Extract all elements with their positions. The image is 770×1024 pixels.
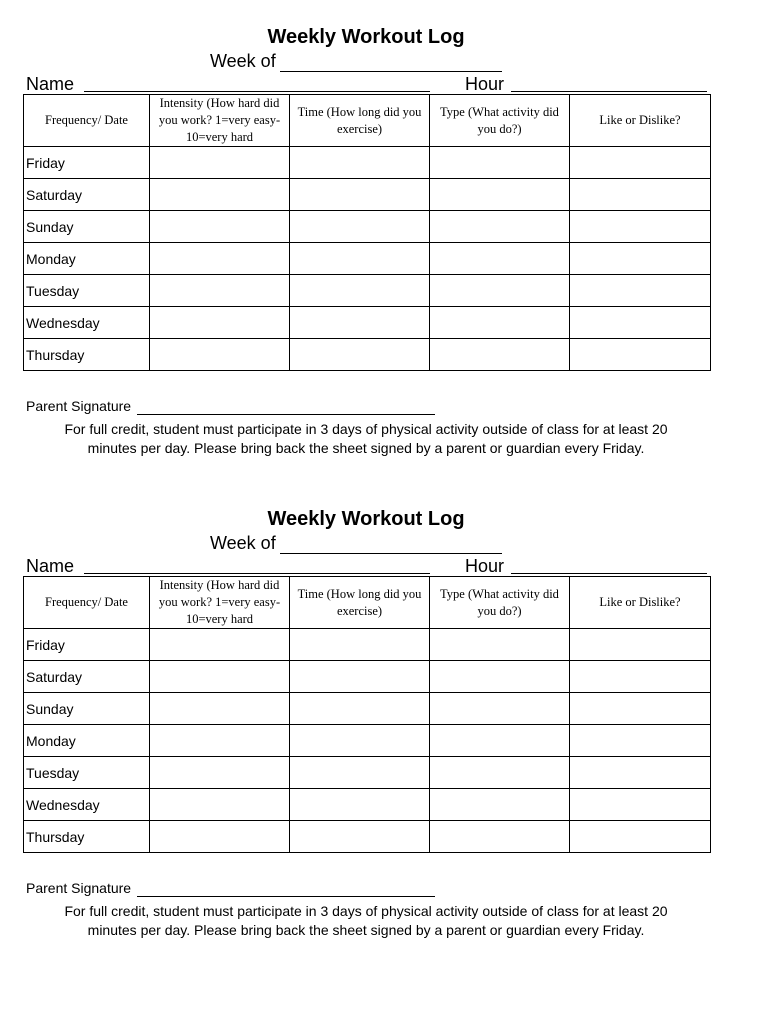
column-header-frequency: Frequency/ Date bbox=[24, 95, 150, 147]
credit-note-line-2: minutes per day. Please bring back the sheet signed by a parent or guardian every Friday. bbox=[87, 922, 645, 938]
table-row bbox=[24, 307, 711, 339]
like-cell[interactable] bbox=[570, 339, 711, 371]
like-cell[interactable] bbox=[570, 243, 711, 275]
parent-signature-field[interactable] bbox=[137, 882, 435, 897]
day-label: Sunday bbox=[24, 693, 150, 725]
time-cell[interactable] bbox=[290, 693, 430, 725]
time-cell[interactable] bbox=[290, 821, 430, 853]
type-cell[interactable] bbox=[430, 243, 570, 275]
column-header-like-dislike: Like or Dislike? bbox=[570, 577, 711, 629]
name-label: Name bbox=[26, 74, 75, 94]
like-cell[interactable] bbox=[570, 725, 711, 757]
time-cell[interactable] bbox=[290, 275, 430, 307]
day-label: Thursday bbox=[24, 339, 150, 371]
day-label: Saturday bbox=[24, 661, 150, 693]
column-header-type: Type (What activity did you do?) bbox=[430, 95, 570, 147]
credit-note bbox=[0, 902, 732, 940]
intensity-cell[interactable] bbox=[150, 307, 290, 339]
credit-note bbox=[0, 420, 732, 458]
day-label: Monday bbox=[24, 243, 150, 275]
credit-note-line-1: For full credit, student must participate in 3 days of physical activity outside of class for at least 20 bbox=[64, 903, 668, 919]
like-cell[interactable] bbox=[570, 757, 711, 789]
week-of-label: Week of bbox=[210, 533, 276, 553]
week-of-label: Week of bbox=[210, 51, 276, 71]
day-label: Thursday bbox=[24, 821, 150, 853]
intensity-cell[interactable] bbox=[150, 821, 290, 853]
log-title: Weekly Workout Log bbox=[267, 508, 465, 530]
time-cell[interactable] bbox=[290, 629, 430, 661]
like-cell[interactable] bbox=[570, 821, 711, 853]
intensity-cell[interactable] bbox=[150, 757, 290, 789]
column-header-frequency: Frequency/ Date bbox=[24, 577, 150, 629]
day-label: Friday bbox=[24, 147, 150, 179]
table-row bbox=[24, 629, 711, 661]
credit-note-line-1: For full credit, student must participate in 3 days of physical activity outside of class for at least 20 bbox=[64, 421, 668, 437]
credit-note-line-2: minutes per day. Please bring back the sheet signed by a parent or guardian every Friday. bbox=[87, 440, 645, 456]
type-cell[interactable] bbox=[430, 789, 570, 821]
workout-log-1 bbox=[0, 0, 770, 470]
like-cell[interactable] bbox=[570, 179, 711, 211]
type-cell[interactable] bbox=[430, 147, 570, 179]
parent-signature-label: Parent Signature bbox=[26, 398, 132, 414]
type-cell[interactable] bbox=[430, 179, 570, 211]
column-header-type: Type (What activity did you do?) bbox=[430, 577, 570, 629]
column-header-time: Time (How long did you exercise) bbox=[290, 577, 430, 629]
day-label: Tuesday bbox=[24, 275, 150, 307]
parent-signature-row bbox=[26, 397, 435, 415]
intensity-cell[interactable] bbox=[150, 339, 290, 371]
table-header-row bbox=[24, 577, 711, 629]
intensity-cell[interactable] bbox=[150, 211, 290, 243]
time-cell[interactable] bbox=[290, 243, 430, 275]
workout-table bbox=[23, 94, 711, 371]
intensity-cell[interactable] bbox=[150, 693, 290, 725]
column-header-intensity: Intensity (How hard did you work? 1=very easy-10=very hard bbox=[150, 577, 290, 629]
workout-table bbox=[23, 576, 711, 853]
column-header-intensity: Intensity (How hard did you work? 1=very easy-10=very hard bbox=[150, 95, 290, 147]
time-cell[interactable] bbox=[290, 725, 430, 757]
table-row bbox=[24, 725, 711, 757]
table-header-row bbox=[24, 95, 711, 147]
like-cell[interactable] bbox=[570, 789, 711, 821]
column-header-time: Time (How long did you exercise) bbox=[290, 95, 430, 147]
type-cell[interactable] bbox=[430, 725, 570, 757]
time-cell[interactable] bbox=[290, 179, 430, 211]
table-row bbox=[24, 275, 711, 307]
day-label: Wednesday bbox=[24, 789, 150, 821]
name-field[interactable] bbox=[84, 555, 430, 574]
type-cell[interactable] bbox=[430, 275, 570, 307]
day-label: Wednesday bbox=[24, 307, 150, 339]
week-of-row bbox=[210, 50, 502, 72]
day-label: Tuesday bbox=[24, 757, 150, 789]
table-row bbox=[24, 757, 711, 789]
table-row bbox=[24, 147, 711, 179]
type-cell[interactable] bbox=[430, 339, 570, 371]
day-label: Friday bbox=[24, 629, 150, 661]
name-label: Name bbox=[26, 556, 75, 576]
day-label: Sunday bbox=[24, 211, 150, 243]
table-row bbox=[24, 821, 711, 853]
intensity-cell[interactable] bbox=[150, 147, 290, 179]
column-header-like-dislike: Like or Dislike? bbox=[570, 95, 711, 147]
day-label: Saturday bbox=[24, 179, 150, 211]
table-row bbox=[24, 243, 711, 275]
like-cell[interactable] bbox=[570, 211, 711, 243]
like-cell[interactable] bbox=[570, 629, 711, 661]
type-cell[interactable] bbox=[430, 211, 570, 243]
week-of-field[interactable] bbox=[280, 535, 502, 554]
parent-signature-field[interactable] bbox=[137, 400, 435, 415]
parent-signature-label: Parent Signature bbox=[26, 880, 132, 896]
parent-signature-row bbox=[26, 879, 435, 897]
time-cell[interactable] bbox=[290, 661, 430, 693]
time-cell[interactable] bbox=[290, 339, 430, 371]
intensity-cell[interactable] bbox=[150, 179, 290, 211]
intensity-cell[interactable] bbox=[150, 275, 290, 307]
type-cell[interactable] bbox=[430, 821, 570, 853]
like-cell[interactable] bbox=[570, 147, 711, 179]
intensity-cell[interactable] bbox=[150, 629, 290, 661]
type-cell[interactable] bbox=[430, 661, 570, 693]
table-row bbox=[24, 339, 711, 371]
intensity-cell[interactable] bbox=[150, 243, 290, 275]
like-cell[interactable] bbox=[570, 661, 711, 693]
week-of-field[interactable] bbox=[280, 53, 502, 72]
like-cell[interactable] bbox=[570, 275, 711, 307]
table-row bbox=[24, 789, 711, 821]
type-cell[interactable] bbox=[430, 693, 570, 725]
like-cell[interactable] bbox=[570, 307, 711, 339]
type-cell[interactable] bbox=[430, 757, 570, 789]
intensity-cell[interactable] bbox=[150, 725, 290, 757]
type-cell[interactable] bbox=[430, 629, 570, 661]
hour-field[interactable] bbox=[511, 73, 707, 92]
time-cell[interactable] bbox=[290, 307, 430, 339]
hour-label: Hour bbox=[465, 556, 505, 576]
hour-field[interactable] bbox=[511, 555, 707, 574]
time-cell[interactable] bbox=[290, 211, 430, 243]
intensity-cell[interactable] bbox=[150, 661, 290, 693]
name-field[interactable] bbox=[84, 73, 430, 92]
time-cell[interactable] bbox=[290, 147, 430, 179]
time-cell[interactable] bbox=[290, 789, 430, 821]
like-cell[interactable] bbox=[570, 693, 711, 725]
table-row bbox=[24, 211, 711, 243]
day-label: Monday bbox=[24, 725, 150, 757]
type-cell[interactable] bbox=[430, 307, 570, 339]
workout-log-2 bbox=[0, 482, 770, 952]
intensity-cell[interactable] bbox=[150, 789, 290, 821]
week-of-row bbox=[210, 532, 502, 554]
table-row bbox=[24, 661, 711, 693]
hour-label: Hour bbox=[465, 74, 505, 94]
table-row bbox=[24, 693, 711, 725]
table-row bbox=[24, 179, 711, 211]
time-cell[interactable] bbox=[290, 757, 430, 789]
log-title: Weekly Workout Log bbox=[267, 26, 465, 48]
